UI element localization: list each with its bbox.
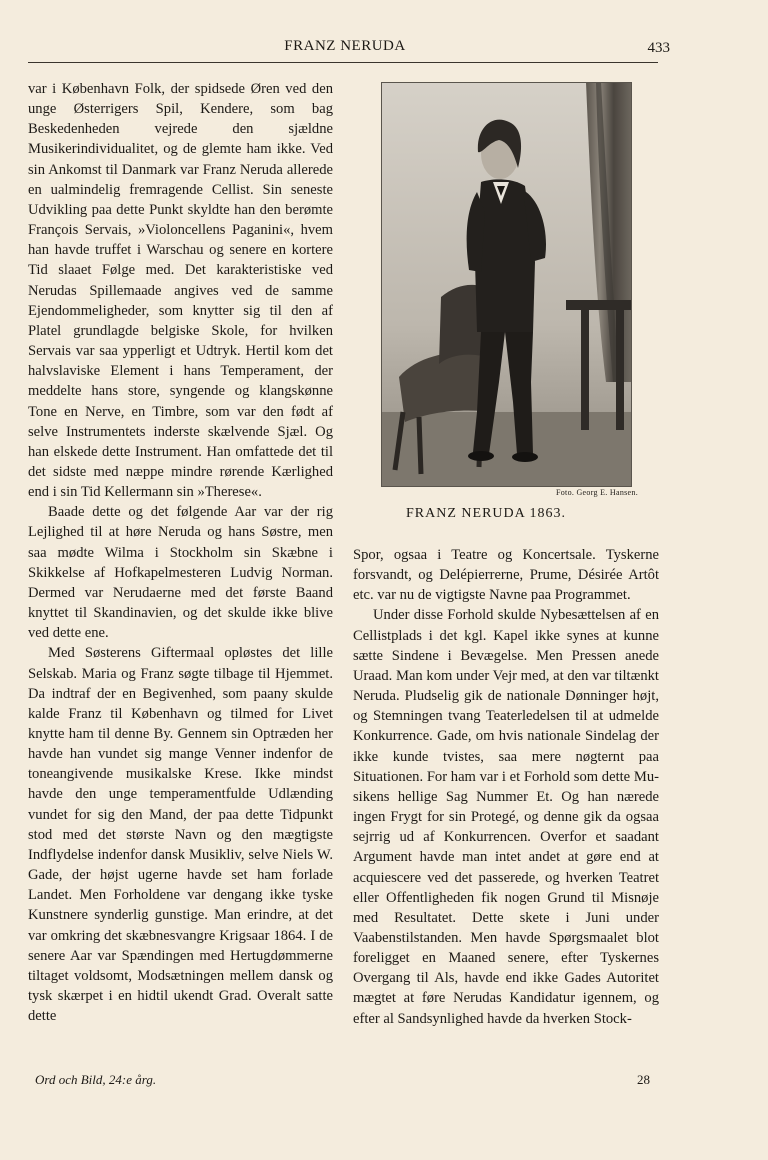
portrait-photo-illustration [381, 82, 632, 487]
page-number: 433 [647, 40, 670, 56]
photo-caption: FRANZ NERUDA 1863. [406, 506, 566, 521]
header-rule [28, 62, 658, 63]
signature-mark: 28 [637, 1072, 650, 1087]
running-header-title: FRANZ NERUDA [284, 38, 406, 54]
paragraph: Baade dette og det følgende Aar var der rig Lejlighed til at høre Neruda og hans Søstre, men saa mødte Wilma i Stockholm sin Skæbne i Skikkelse af Hofkapelmesteren Ludvig Norman. Dermed var Nerudaerne med det første Baand knyttet til Skandinavien, og det skulde ikke blive ved dette ene. [28, 504, 333, 642]
journal-footer: Ord och Bild, 24:e årg. [35, 1072, 157, 1087]
portrait-photo [381, 82, 632, 487]
photo-credit: Foto. Georg E. Hansen. [556, 488, 638, 497]
paragraph: Spor, ogsaa i Teatre og Koncertsale. Tyskerne forsvandt, og Delépierrerne, Prume, Désirée Artôt etc. var nu de vigtigste Navne paa Programmet. [353, 547, 659, 604]
paragraph: Under disse Forhold skulde Nybesættelsen af en Cellistplads i det kgl. Kapel ikke synes at kunne sætte Sindene i Bevægelse. Men Pressen anede Uraad. Man kom under Vejr med, at den var tiltænkt Neruda. Pludselig gik de nationale Dønninger højt, og Stemningen tvang Teaterledelsen til at udmelde Konkurrence. Gade, om hvis nationale Sindelag der ikke kunde tvistes, saa mere nøgternt paa Situationen. For ham var i et Forhold som dette Musikens hellige Sag Nummer Et. Og han nærede ingen Frygt for sin Protegé, og denne gik da ogsaa sejrrig ud af Konkurrencen. Overfor et saadant Argument havde man intet andet at gøre end at acquiescere ved det passerede, og hverken Teatret eller Offentligheden fik nogen Grund til Misnøje med Resultatet. Dette skete i Juni under Vaabenstilstanden. Men havde Spørgsmaalet blot foreligget en Maaned senere, efter Tyskernes Overgang til Als, havde end ikke Gades Autoritet mægtet at føre Nerudas Kandidatur igennem, og efter al Sandsynlighed havde da hverken Stock- [353, 607, 659, 1027]
paragraph: var i København Folk, der spidsede Øren ved den unge Østerrigers Spil, Kendere, som bag Beskedenheden vejrede den sjældne Musikerindividualitet, og de glemte ham ikke. Ved sin Ankomst til Danmark var Franz Neruda allerede en ualmindelig fremragende Cellist. Sin seneste Udvikling paa dette Punkt skyldte han den berømte François Servais, »Violoncellens Paganini«, hvem han havde truffet i Warschau og senere en kortere Tid slaaet Følge med. Det karakteristiske ved Nerudas Spillemaade angives ved de samme Ejendommeligheder, som knytter sig til den af Platel grundlagde belgiske Skole, for hvilken Servais var saa ypperligt et Udtryk. Hertil kom det halvslaviske Element i hans Temperament, der meddelte hans store, syngende og klangskønne Tone en Nerve, en Timbre, som var den født af selve Instrumentets inderste skælvende Sjæl. Og han elskede dette Instrument. Han omfattede det til det sidste med næppe mindre rørende Kærlighed end i sin Tid Kellermann sin »Therese«. [28, 81, 333, 501]
paragraph: Med Søsterens Giftermaal opløstes det lille Selskab. Maria og Franz søgte tilbage til Hjemmet. Da indtraf der en Begivenhed, som paany skulde kalde Franz til København og tilmed for Livet knytte ham til denne By. Gennem sin Optræden her havde han vundet sig mange Venner indenfor de toneangivende musikalske Krese. Ikke mindst havde den unge temperamentfulde Udlænding vundet for sig den Mand, der paa dette Tidpunkt stod med det største Navn og den mægtigste Indflydelse indenfor dansk Musikliv, selve Niels W. Gade, der højst ugerne havde set ham forlade Landet. Men Forholdene var dengang ikke tyske Kunstnere synderlig gunstige. Man erindre, at det var omkring det skæbnesvangre Krigsaar 1864. I de senere Aar var Spændingen med Hertugdømmerne tiltaget voldsomt, Modsætningen mellem dansk og tysk skærpet i en hidtil ukendt Grad. Overalt satte dette [28, 645, 333, 1025]
right-text-column [353, 545, 659, 1029]
left-text-column [28, 79, 333, 1026]
